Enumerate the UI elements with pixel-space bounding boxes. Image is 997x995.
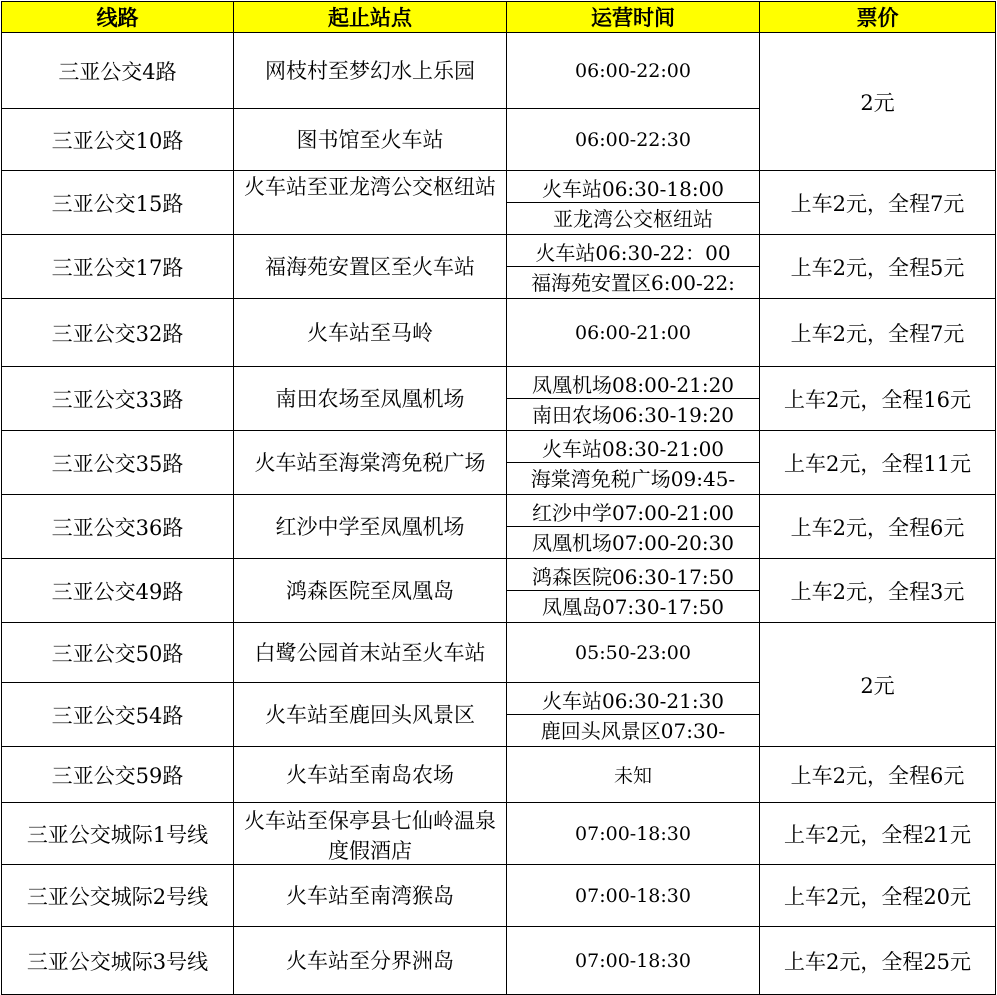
route-cell: 三亚公交35路 [2, 431, 234, 495]
hours-cell [507, 235, 760, 299]
table-row [2, 33, 996, 109]
stops-cell: 火车站至分界洲岛 [234, 927, 507, 995]
table-row [2, 299, 996, 367]
header-row [2, 2, 996, 33]
hours-cell [507, 431, 760, 495]
hours-line: 福海苑安置区6:00-22: [507, 266, 759, 296]
hours-cell: 05:50-23:00 [507, 623, 760, 683]
fare-cell: 2元 [760, 33, 996, 171]
stops-cell: 红沙中学至凤凰机场 [234, 495, 507, 559]
fare-cell: 上车2元，全程25元 [760, 927, 996, 995]
stops-cell: 福海苑安置区至火车站 [234, 235, 507, 299]
route-cell: 三亚公交54路 [2, 683, 234, 747]
fare-cell: 上车2元，全程11元 [760, 431, 996, 495]
hours-cell: 06:00-21:00 [507, 299, 760, 367]
hours-cell: 未知 [507, 747, 760, 803]
fare-cell: 上车2元，全程20元 [760, 865, 996, 927]
hours-line: 凤凰机场07:00-20:30 [507, 526, 759, 556]
table-row [2, 865, 996, 927]
hours-cell: 07:00-18:30 [507, 803, 760, 865]
hours-line: 鸿森医院06:30-17:50 [531, 565, 735, 589]
fare-cell: 上车2元，全程7元 [760, 299, 996, 367]
hours-line: 火车站06:30-21:30 [541, 689, 725, 713]
stops-text: 火车站至亚龙湾公交枢纽站 [244, 174, 496, 199]
header-stops: 起止站点 [234, 2, 507, 33]
hours-line: 亚龙湾公交枢纽站 [507, 202, 759, 232]
table-row [2, 559, 996, 623]
fare-cell: 上车2元，全程3元 [760, 559, 996, 623]
route-cell: 三亚公交32路 [2, 299, 234, 367]
hours-line: 火车站06:30-18:00 [541, 177, 725, 201]
table-row [2, 747, 996, 803]
hours-cell [507, 683, 760, 747]
fare-cell: 2元 [760, 623, 996, 747]
table-row [2, 171, 996, 235]
stops-cell: 网枝村至梦幻水上乐园 [234, 33, 507, 109]
header-route: 线路 [2, 2, 234, 33]
route-cell: 三亚公交59路 [2, 747, 234, 803]
hours-cell [507, 367, 760, 431]
stops-cell: 火车站至南岛农场 [234, 747, 507, 803]
route-cell: 三亚公交城际2号线 [2, 865, 234, 927]
fare-cell: 上车2元，全程7元 [760, 171, 996, 235]
stops-cell: 火车站至南湾猴岛 [234, 865, 507, 927]
hours-cell: 06:00-22:30 [507, 109, 760, 171]
stops-cell: 白鹭公园首末站至火车站 [234, 623, 507, 683]
hours-cell: 07:00-18:30 [507, 927, 760, 995]
hours-line: 凤凰机场08:00-21:20 [531, 373, 735, 397]
route-cell: 三亚公交城际3号线 [2, 927, 234, 995]
stops-cell: 图书馆至火车站 [234, 109, 507, 171]
route-cell: 三亚公交36路 [2, 495, 234, 559]
fare-cell: 上车2元，全程6元 [760, 747, 996, 803]
stops-cell [234, 803, 507, 865]
fare-cell: 上车2元，全程21元 [760, 803, 996, 865]
hours-line: 鹿回头风景区07:30- [507, 714, 759, 744]
table-row [2, 235, 996, 299]
route-cell: 三亚公交33路 [2, 367, 234, 431]
route-cell: 三亚公交50路 [2, 623, 234, 683]
stops-cell: 火车站至海棠湾免税广场 [234, 431, 507, 495]
stops-cell: 火车站至马岭 [234, 299, 507, 367]
hours-cell: 06:00-22:00 [507, 33, 760, 109]
route-cell: 三亚公交15路 [2, 171, 234, 235]
table-row [2, 927, 996, 995]
hours-line: 红沙中学07:00-21:00 [531, 501, 735, 525]
hours-line: 凤凰岛07:30-17:50 [507, 590, 759, 620]
hours-line: 南田农场06:30-19:20 [507, 398, 759, 428]
route-cell: 三亚公交10路 [2, 109, 234, 171]
route-cell: 三亚公交17路 [2, 235, 234, 299]
table-row [2, 623, 996, 683]
table-row [2, 431, 996, 495]
hours-cell [507, 171, 760, 235]
hours-cell [507, 495, 760, 559]
table-row [2, 803, 996, 865]
route-cell: 三亚公交城际1号线 [2, 803, 234, 865]
stops-cell [234, 171, 507, 235]
stops-cell: 南田农场至凤凰机场 [234, 367, 507, 431]
fare-cell: 上车2元，全程5元 [760, 235, 996, 299]
hours-cell [507, 559, 760, 623]
route-cell: 三亚公交49路 [2, 559, 234, 623]
stops-text: 火车站至保亭县七仙岭温泉度假酒店 [244, 808, 496, 862]
hours-line: 海棠湾免税广场09:45- [507, 462, 759, 492]
header-fare: 票价 [760, 2, 996, 33]
fare-cell: 上车2元，全程6元 [760, 495, 996, 559]
hours-line: 火车站06:30-22：00 [535, 241, 731, 265]
hours-line: 火车站08:30-21:00 [541, 437, 725, 461]
table-row [2, 367, 996, 431]
hours-cell: 07:00-18:30 [507, 865, 760, 927]
fare-cell: 上车2元，全程16元 [760, 367, 996, 431]
bus-route-table [1, 1, 996, 995]
stops-cell: 鸿森医院至凤凰岛 [234, 559, 507, 623]
table-row [2, 495, 996, 559]
route-cell: 三亚公交4路 [2, 33, 234, 109]
header-hours: 运营时间 [507, 2, 760, 33]
stops-cell: 火车站至鹿回头风景区 [234, 683, 507, 747]
